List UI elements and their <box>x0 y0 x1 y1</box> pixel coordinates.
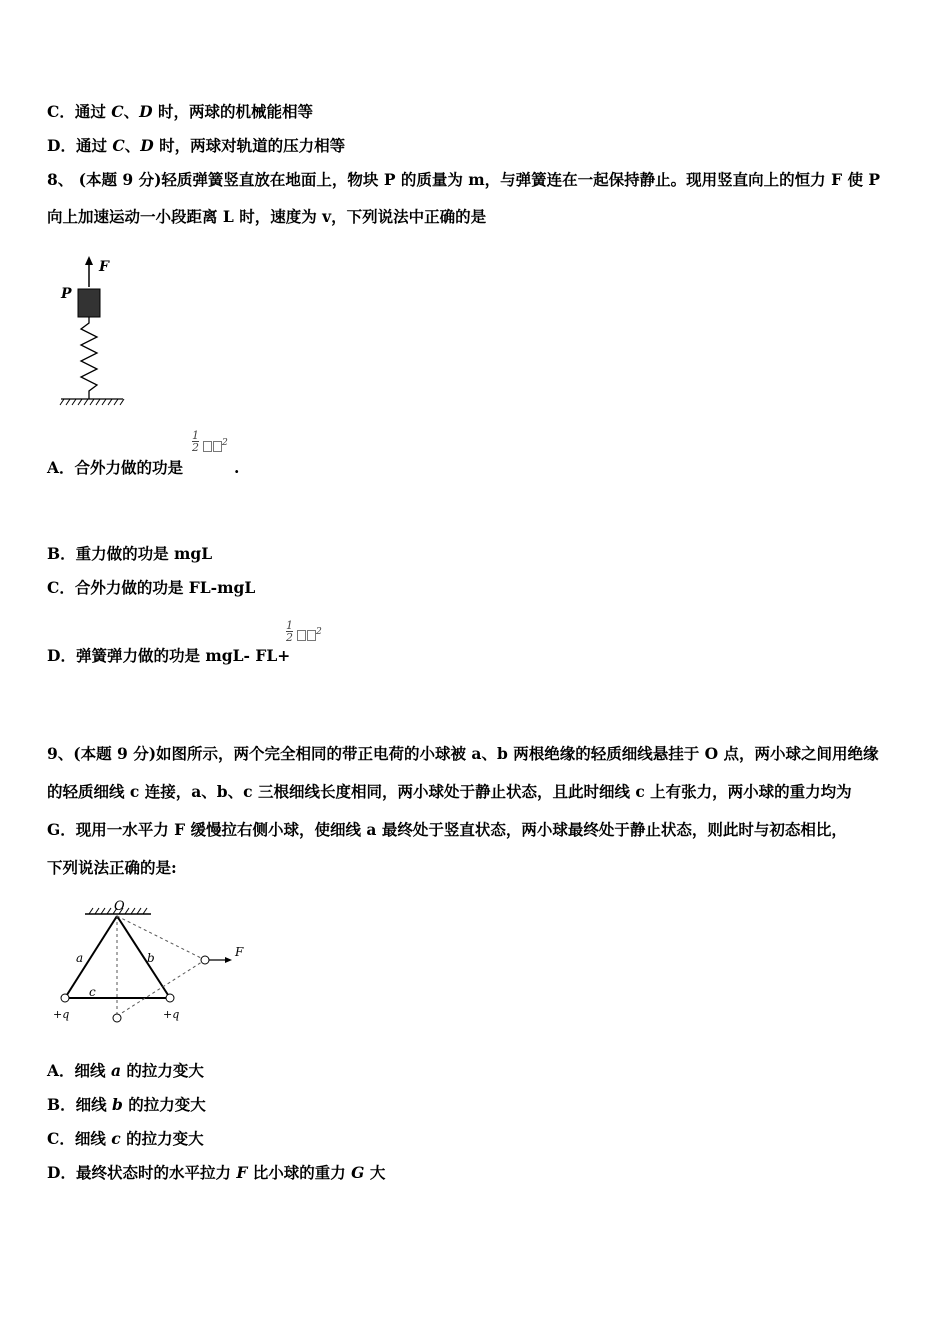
ball-right-final <box>201 956 209 964</box>
q8-option-d-symbols: 2 <box>296 626 322 642</box>
thread-a-label: a <box>76 951 84 965</box>
thread-b-label: b <box>147 951 155 965</box>
q9-option-b: B．细线 b 的拉力变大 <box>47 1095 206 1114</box>
q7-option-d: D．通过 C、D 时，两球对轨道的压力相等 <box>47 136 346 155</box>
q9-option-a: A．细线 a 的拉力变大 <box>47 1061 204 1080</box>
ball-right <box>166 994 174 1002</box>
point-o-label: O <box>114 899 125 914</box>
dashed-c-final <box>117 960 205 1016</box>
q8-option-a-end: . <box>234 458 240 477</box>
q8-spring-figure <box>55 253 130 413</box>
q8-option-a-symbols: 2 <box>202 437 228 453</box>
force-f-arrowhead <box>225 957 232 963</box>
force-label: F <box>99 259 109 275</box>
charge-left-label: +q <box>53 1008 70 1021</box>
q8-option-c: C．合外力做的功是 FL-mgL <box>47 578 256 597</box>
q7-option-c: C．通过 C、D 时，两球的机械能相等 <box>47 102 313 121</box>
q8-stem-line2: 向上加速运动一小段距离 L 时，速度为 v，下列说法中正确的是 <box>47 207 487 226</box>
thread-b <box>117 916 170 998</box>
ball-left-final <box>113 1014 121 1022</box>
force-f-label: F <box>235 945 244 959</box>
q8-option-b: B．重力做的功是 mgL <box>47 544 213 563</box>
q9-stem-line1: 9、(本题 9 分)如图所示，两个完全相同的带正电荷的小球被 a、b 两根绝缘的轻质细线悬挂于 O 点，两小球之间用绝缘 <box>47 744 879 763</box>
q9-stem-line3: G．现用一水平力 F 缓慢拉右侧小球，使细线 a 最终处于竖直状态，两小球最终处于静止状态，则此时与初态相比， <box>47 820 847 839</box>
block-label: P <box>61 286 72 302</box>
q8-option-a: A．合外力做的功是 <box>47 458 184 477</box>
q9-stem-line4: 下列说法正确的是: <box>47 858 177 877</box>
q8-option-d: D．弹簧弹力做的功是 mgL- FL+ <box>47 646 291 665</box>
q9-option-c: C．细线 c 的拉力变大 <box>47 1129 204 1148</box>
ball-left <box>61 994 69 1002</box>
q8-stem-line1: 8、 (本题 9 分)轻质弹簧竖直放在地面上，物块 P 的质量为 m，与弹簧连在一起保持静止。现用竖直向上的恒力 F 使 P <box>47 170 881 189</box>
ground-hatch <box>60 399 124 405</box>
q9-pendulum-figure <box>45 898 255 1028</box>
charge-right-label: +q <box>163 1008 180 1021</box>
spring <box>81 317 97 399</box>
force-arrowhead <box>85 256 93 265</box>
block-p <box>78 289 100 317</box>
q8-option-d-formula: 1 2 <box>286 619 293 644</box>
q9-stem-line2: 的轻质细线 c 连接，a、b、c 三根细线长度相同，两小球处于静止状态，且此时细线 c 上有张力，两小球的重力均为 <box>47 782 852 801</box>
thread-c-label: c <box>89 985 96 999</box>
q8-option-a-formula: 1 2 <box>192 429 199 454</box>
q9-option-d: D．最终状态时的水平拉力 F 比小球的重力 G 大 <box>47 1163 386 1182</box>
